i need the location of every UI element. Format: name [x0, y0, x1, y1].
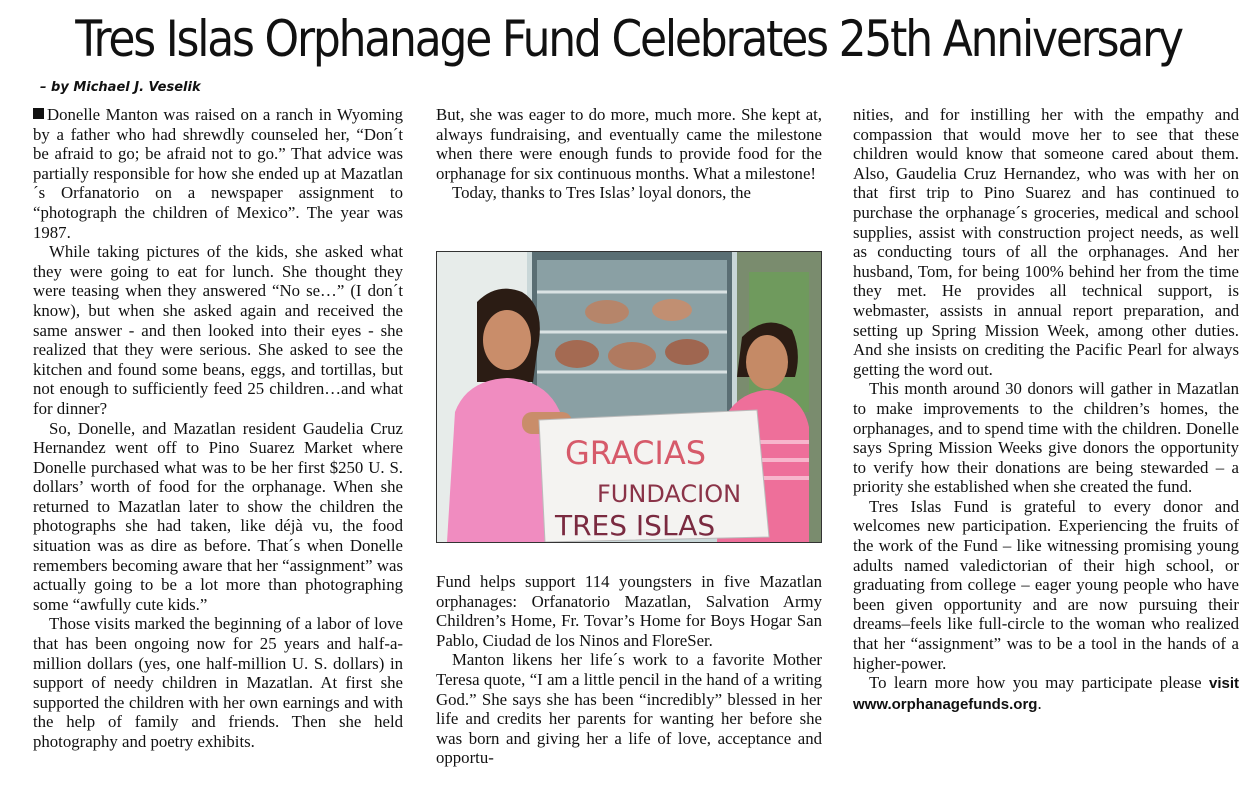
paragraph: Fund helps support 114 youngsters in five Mazatlan orphanages: Orfanatorio Mazatlan, Salvation Army Children’s Home, Fr. Tovar’s Home for Boys Hogar San Pablo, Ciudad de los Ninos and FloreSer. [436, 572, 822, 650]
paragraph: Those visits marked the beginning of a labor of love that has been ongoing now for 25 years and half-a-million dollars (yes, one half-million U. S. dollars) in support of needy children in Mazatlan. At first she supported the children with her own earnings and with the help of family and friends. Then she held photography and poetry exhibits. [33, 614, 403, 751]
paragraph: Today, thanks to Tres Islas’ loyal donors, the [452, 183, 751, 203]
article-column-2-bottom [436, 572, 822, 768]
headline: Tres Islas Orphanage Fund Celebrates 25th Anniversary [75, 10, 1182, 68]
article-column-3 [853, 105, 1239, 714]
paragraph: While taking pictures of the kids, she asked what they were going to eat for lunch. She thought they were teasing when they answered “No se…” (I don´t know), but when she asked again and received the same answer - and then looked into their eyes - she realized that they were serious. She asked to see the kitchen and found some beans, eggs, and tortillas, but not enough to sufficiently feed 25 children…and what for dinner? [33, 242, 403, 418]
website-link[interactable]: visit www.orphanagefunds.org [853, 675, 1240, 713]
sign-text-3: TRES ISLAS [555, 509, 716, 542]
paragraph: But, she was eager to do more, much more. She kept at, always fundraising, and eventually came the milestone when there were enough funds to provide food for the orphanage for six continuous months. What a milestone! [436, 105, 822, 183]
paragraph [853, 673, 1239, 714]
paragraph-text: Donelle Manton was raised on a ranch in Wyoming by a father who had shrewdly counseled her, “Don´t be afraid to go; be afraid not to go.” That advice was partially responsible for how she ended up at Mazatlan´s Orfanatorio on a newspaper assignment to “photograph the children of Mexico”. The year was 1987. [33, 105, 403, 242]
article-column-2-top [436, 105, 822, 203]
paragraph: Manton likens her life´s work to a favorite Mother Teresa quote, “I am a little pencil in the hand of a writing God.” She says she has been “incredibly” blessed in her life and credits her parents for wanting her before she was born and giving her a life of love, acceptance and opportu- [436, 650, 822, 768]
paragraph [33, 105, 403, 242]
paragraph: This month around 30 donors will gather in Mazatlan to make improvements to the children’s homes, the orphanages, and to spend time with the children. Donelle says Spring Mission Weeks give donors the opportunity to verify how their donations are being stewarded – a priority she established when she created the fund. [853, 379, 1239, 497]
byline: – by Michael J. Veselik [40, 80, 201, 95]
article-column-1 [33, 105, 403, 752]
period: . [1037, 693, 1042, 713]
sign-text-1: GRACIAS [565, 434, 707, 472]
paragraph-text: To learn more how you may participate please [869, 673, 1202, 693]
bullet-icon [33, 108, 44, 119]
sign-text-2: FUNDACION [597, 480, 742, 508]
paragraph: So, Donelle, and Mazatlan resident Gaudelia Cruz Hernandez went off to Pino Suarez Market where Donelle purchased what was to be her first $250 U. S. dollars’ worth of food for the orphanage. When she returned to Mazatlan later to show the children the photographs she had taken, like déjà vu, the food situation was as dire as before. That´s when Donelle remembers becoming aware that her “assignment” was actually going to be a lot more than photographing some “awfully cute kids.” [33, 418, 403, 614]
article-photo [436, 251, 822, 543]
paragraph: nities, and for instilling her with the empathy and compassion that would move her to see that these children would know that someone cared about them. Also, Gaudelia Cruz Hernandez, who was with her on that first trip to Pino Suarez and has continued to purchase the orphanage´s groceries, medical and school supplies, assist with construction project needs, as well as conducting tours of all the orphanages. And her husband, Tom, for being 100% behind her from the time they met. He provides all technical support, is webmaster, assists in annual report preparation, and setting up Spring Mission Week, among other duties. And she insists on crediting the Pacific Pearl for always getting the word out. [853, 105, 1239, 379]
paragraph: Tres Islas Fund is grateful to every donor and welcomes new participation. Experiencing the fruits of the work of the Fund – like witnessing promising young adults named valedictorian of their high school, or graduating from college – eager young people who have been given opportunity and are now pursuing their dreams–feels like full-circle to the woman who realized that her “assignment” was to be a tool in the hands of a higher-power. [853, 496, 1239, 673]
